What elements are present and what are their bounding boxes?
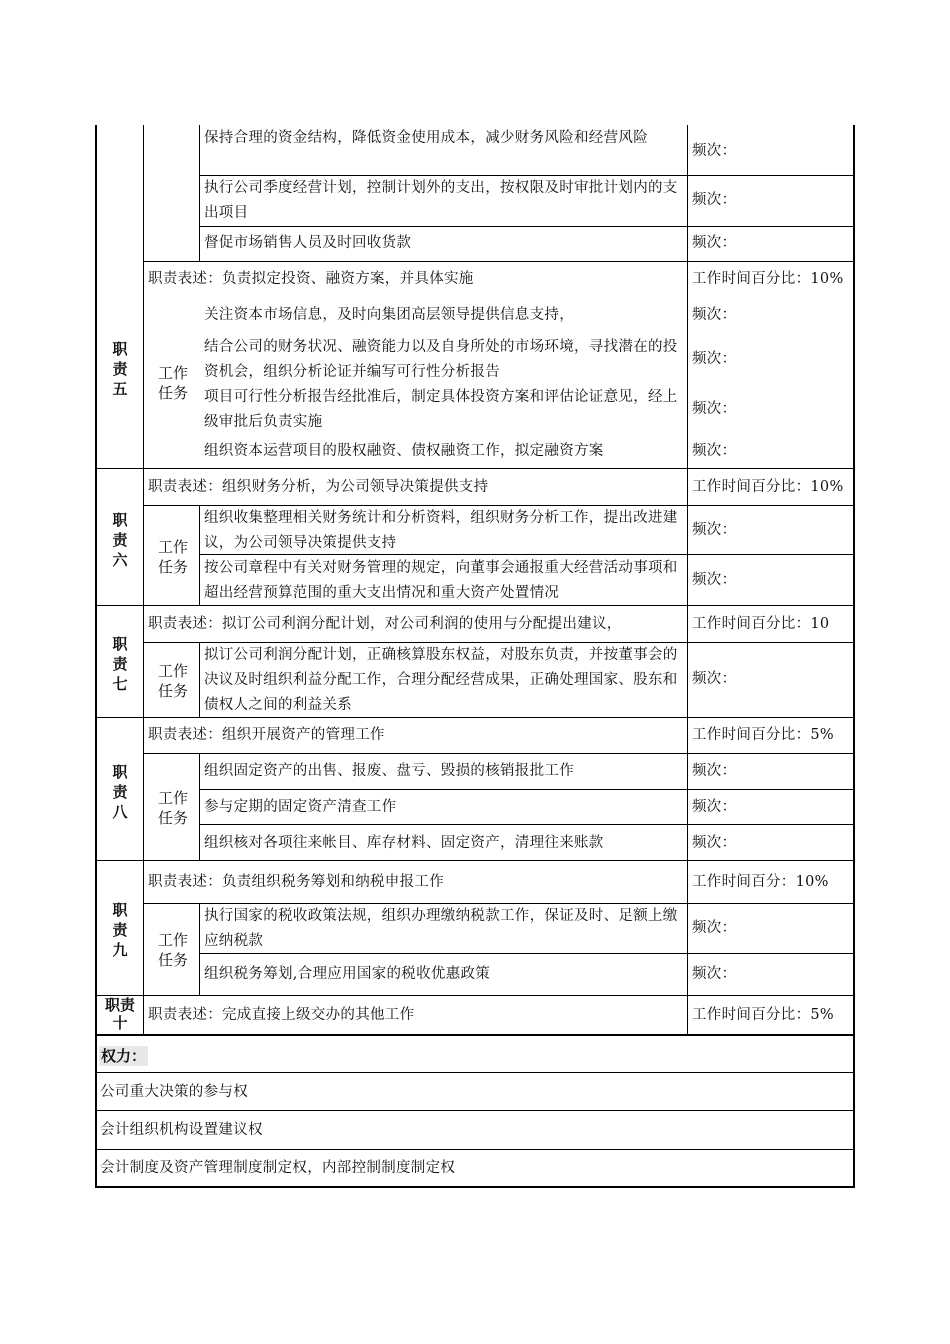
row-divider [96,1110,854,1111]
frequency-label: 频次： [692,799,737,815]
task-text: 项目可行性分析报告经批准后，制定具体投资方案和评估论证意见，经上级审批后负责实施 [204,389,678,430]
time-percentage: 工作时间百分比：5% [692,727,835,743]
row-divider [199,824,854,825]
task-text: 关注资本市场信息，及时向集团高层领导提供信息支持， [204,307,574,323]
time-percentage: 工作时间百分比：10% [692,479,844,495]
task-text: 督促市场销售人员及时回收货款 [204,235,412,251]
task-text: 组织固定资产的出售、报废、盘亏、毁损的核销报批工作 [204,763,574,779]
frequency-label: 频次： [692,235,737,251]
work-task-label: 工作 任务 [157,789,188,827]
column-divider [143,125,144,1035]
frequency-label: 频次： [692,351,737,367]
row-divider [96,1034,854,1036]
frequency-label: 频次： [692,920,737,936]
work-task-label: 工作 任务 [157,364,188,402]
row-divider [143,261,854,262]
work-task-label: 工作 任务 [157,538,188,576]
time-percentage: 工作时间百分：10% [692,874,829,890]
time-percentage: 工作时间百分比：10% [692,271,844,287]
frequency-label: 频次： [692,443,737,459]
work-task-label: 工作 任务 [157,662,188,700]
row-divider [143,753,854,754]
row-divider [199,226,854,227]
time-percentage: 工作时间百分比：5% [692,1007,835,1023]
task-text: 组织收集整理相关财务统计和分析资料，组织财务分析工作，提出改进建议，为公司领导决策提供支持 [204,510,678,551]
powers-title: 权力： [101,1047,147,1065]
task-text: 执行国家的税收政策法规，组织办理缴纳税款工作，保证及时、足额上缴应纳税款 [204,908,678,949]
power-item: 会计制度及资产管理制度制定权，内部控制制度制定权 [100,1160,456,1176]
power-item: 公司重大决策的参与权 [100,1084,248,1100]
frequency-label: 频次： [692,401,737,417]
row-divider [96,1149,854,1150]
frequency-label: 频次： [692,522,737,538]
task-text: 组织核对各项往来帐目、库存材料、固定资产，清理往来账款 [204,835,604,851]
row-divider [199,789,854,790]
frequency-label: 频次： [692,671,737,687]
task-text: 拟订公司利润分配计划，正确核算股东权益，对股东负责，并按董事会的决议及时组织利益分配工作，合理分配经营成果，正确处理国家、股东和债权人之间的利益关系 [204,647,678,713]
duty-label-six: 职 责 六 [112,511,128,569]
frequency-label: 频次： [692,572,737,588]
duty-description: 职责表述：完成直接上级交办的其他工作 [148,1007,415,1023]
duty-description: 职责表述：负责组织税务筹划和纳税申报工作 [148,874,444,890]
duty-label-nine: 职 责 九 [112,901,128,959]
frequency-label: 频次： [692,143,737,159]
duty-label-ten: 职责 十 [104,996,135,1032]
duty-description: 职责表述：负责拟定投资、融资方案，并具体实施 [148,271,474,287]
column-divider [199,125,200,262]
frequency-label: 频次： [692,307,737,323]
frequency-label: 频次： [692,192,737,208]
row-divider [96,860,854,861]
task-text: 组织税务筹划,合理应用国家的税收优惠政策 [204,966,491,982]
task-text: 按公司章程中有关对财务管理的规定，向董事会通报重大经营活动事项和超出经营预算范围的重大支出情况和重大资产处置情况 [204,560,678,601]
task-text: 保持合理的资金结构，降低资金使用成本，减少财务风险和经营风险 [204,130,648,146]
frequency-label: 频次： [692,966,737,982]
duty-label-five: 职 责 五 [112,340,128,398]
task-text: 结合公司的财务状况、融资能力以及自身所处的市场环境，寻找潜在的投资机会，组织分析论证并编写可行性分析报告 [204,339,678,380]
task-text: 组织资本运营项目的股权融资、债权融资工作，拟定融资方案 [204,443,604,459]
task-text: 执行公司季度经营计划，控制计划外的支出，按权限及时审批计划内的支出项目 [204,180,678,221]
time-percentage: 工作时间百分比：10 [692,616,830,632]
duty-label-seven: 职 责 七 [112,635,128,693]
row-divider [96,1072,854,1073]
row-divider [96,995,854,996]
work-task-label: 工作 任务 [157,931,188,969]
duty-label-eight: 职 责 八 [112,763,128,821]
frequency-label: 频次： [692,763,737,779]
duty-description: 职责表述：组织财务分析，为公司领导决策提供支持 [148,479,489,495]
power-item: 会计组织机构设置建议权 [100,1122,263,1138]
duty-description: 职责表述：组织开展资产的管理工作 [148,727,385,743]
row-divider [96,468,854,469]
column-divider [687,125,688,1035]
duty-description: 职责表述：拟订公司利润分配计划，对公司利润的使用与分配提出建议， [148,616,622,632]
frequency-label: 频次： [692,835,737,851]
task-text: 参与定期的固定资产清查工作 [204,799,397,815]
